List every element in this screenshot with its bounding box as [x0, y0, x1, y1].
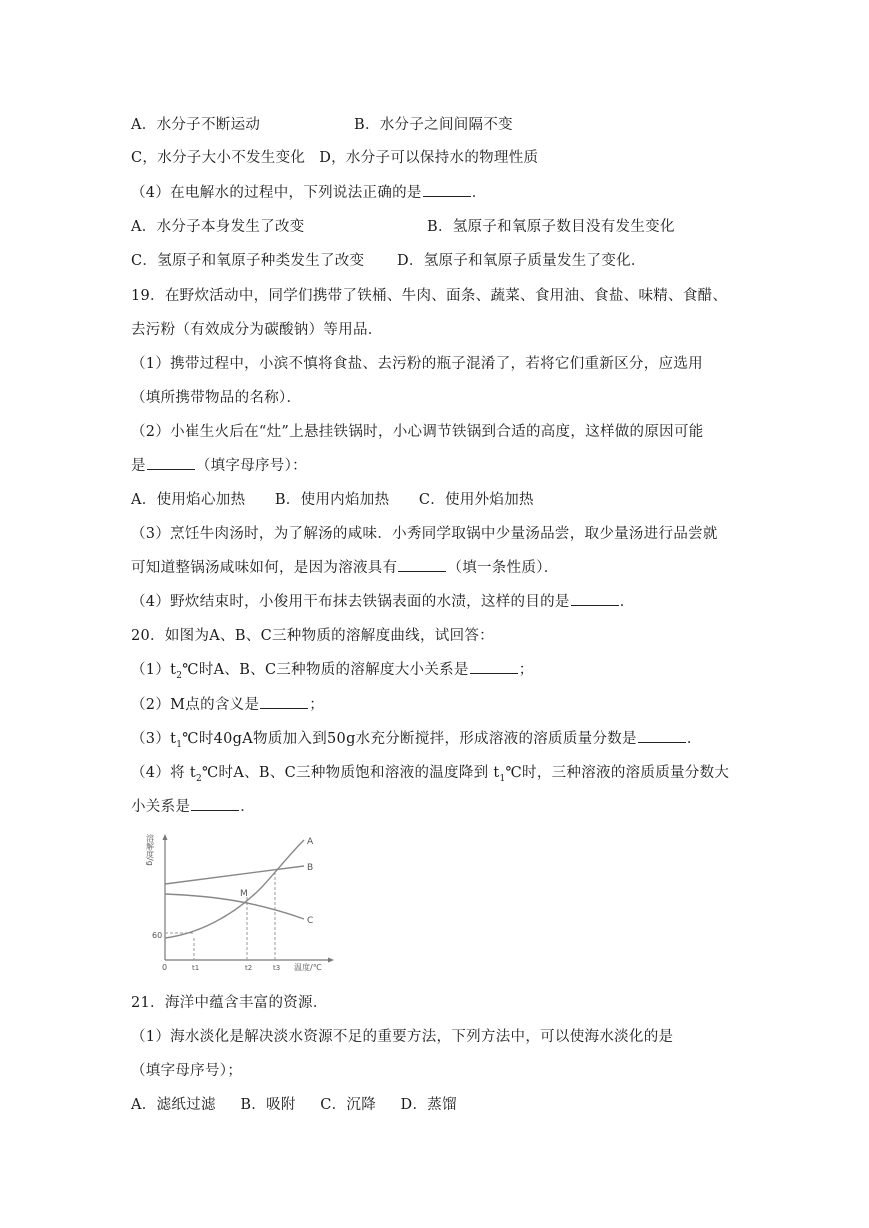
q19-part2-pre: 是: [131, 458, 146, 474]
q20-part1-b: ℃时A、B、C三种物质的溶解度大小关系是: [182, 662, 469, 678]
q19-part3-post: （填一条性质）．: [447, 560, 559, 576]
x-tick-t2: t2: [245, 964, 253, 972]
curve-b: [165, 866, 304, 884]
point-m-label: M: [240, 889, 248, 899]
y-axis-label: 溶解度/g: [145, 834, 155, 866]
q19-part2-post: （填字母序号）：: [195, 458, 307, 474]
answer-blank[interactable]: [398, 557, 446, 572]
q20-part3-post: ．: [686, 731, 702, 747]
q19-part3-pre: 可知道整锅汤咸味如何，是因为溶液具有: [131, 560, 398, 576]
q19-part1-line2: （填所携带物品的名称）．: [131, 390, 302, 406]
x-tick-t3: t3: [273, 964, 281, 972]
q19-part4-post: ．: [619, 594, 635, 610]
x-axis-arrow-icon: [328, 958, 334, 963]
q19-part4-pre: （4）野炊结束时，小俊用干布抹去铁锅表面的水渍，这样的目的是: [131, 594, 570, 610]
q20-part2-pre: （2）M点的含义是: [131, 697, 260, 713]
x-axis-label: 温度/℃: [294, 963, 322, 972]
curve-c: [165, 894, 304, 919]
subscript: 2: [195, 773, 202, 784]
q20-part2-post: ；: [309, 697, 325, 713]
series-label-c: C: [307, 916, 314, 926]
q20-part4-line2: [131, 795, 255, 816]
answer-blank[interactable]: [423, 182, 471, 197]
q20-part1-post: ；: [518, 662, 534, 678]
q21-stem: 21．海洋中蕴含丰富的资源．: [131, 995, 328, 1011]
answer-blank[interactable]: [191, 796, 239, 811]
x-tick-t1: t1: [192, 964, 200, 972]
q20-part1-a: （1）t: [131, 662, 177, 678]
q19-part2-line1: （2）小崔生火后在“灶”上悬挂铁锅时，小心调节铁锅到合适的高度，这样做的原因可能: [131, 424, 704, 440]
q18-sub4-option-d: D．氢原子和氧原子质量发生了变化．: [397, 253, 646, 269]
q21-part1-line2: （填字母序号）；: [131, 1063, 243, 1079]
q18-option-b: B．水分子之间间隔不变: [354, 117, 513, 133]
answer-blank[interactable]: [470, 659, 518, 674]
y-tick-60: 60: [152, 931, 163, 940]
q18-option-c: [131, 146, 538, 167]
answer-blank[interactable]: [638, 728, 686, 743]
q19-part3-line2: [131, 556, 559, 577]
q18-sub4-option-c: C．氢原子和氧原子种类发生了改变: [131, 253, 365, 269]
q18-sub4-option-a: A．水分子本身发生了改变: [131, 219, 305, 235]
q20-part4-line1: [131, 761, 729, 784]
q18-sub4-text: （4）在电解水的过程中，下列说法正确的是: [131, 185, 422, 201]
answer-blank[interactable]: [571, 591, 619, 606]
q20-part3-b: ℃时40gA物质加入到50g水充分断搅拌，形成溶液的溶质质量分数是: [182, 731, 637, 747]
q19-part3-line1: （3）烹饪牛肉汤时，为了解汤的咸味．小秀同学取锅中少量汤品尝，取少量汤进行品尝就: [131, 526, 718, 542]
q19-part4: [131, 590, 635, 611]
q20-part3: [131, 727, 702, 750]
q18-sub4-option-b: B．氢原子和氧原子数目没有发生变化: [427, 219, 675, 235]
q19-stem-line2: 去污粉（有效成分为碳酸钠）等用品．: [131, 322, 383, 338]
q20-stem: 20．如图为A、B、C三种物质的溶解度曲线，试回答：: [131, 628, 494, 644]
subscript: 1: [499, 773, 506, 784]
subscript: 2: [176, 670, 183, 681]
q18-sub4-end: ．: [471, 185, 487, 201]
q19-part2-options: A．使用焰心加热 B．使用内焰加热 C．使用外焰加热: [131, 492, 534, 508]
q20-part4-pre: 小关系是: [131, 799, 191, 815]
origin-label: 0: [162, 963, 168, 972]
q19-part1-line1: （1）携带过程中，小滨不慎将食盐、去污粉的瓶子混淆了，若将它们重新区分，应选用: [131, 356, 703, 372]
q20-part1: [131, 658, 534, 681]
answer-blank[interactable]: [260, 694, 308, 709]
q20-part4-post: ．: [240, 799, 256, 815]
q20-part4-b: ℃时A、B、C三种物质饱和溶液的温度降到 t: [202, 765, 500, 781]
curve-a: [165, 840, 304, 938]
q20-part2: [131, 693, 324, 714]
q20-part4-c: ℃时，三种溶液的溶质质量分数大: [505, 765, 730, 781]
series-label-b: B: [307, 863, 314, 873]
q21-options: A．滤纸过滤 B．吸附 C．沉降 D．蒸馏: [131, 1097, 457, 1113]
series-label-a: A: [307, 837, 314, 847]
q20-part3-a: （3）t: [131, 731, 177, 747]
subscript: 1: [176, 739, 183, 750]
q19-part2-line2: [131, 454, 307, 475]
q21-part1-line1: （1）海水淡化是解决淡水资源不足的重要方法，下列方法中，可以使海水淡化的是: [131, 1029, 674, 1045]
q18-option-c-text: C，水分子大小不发生变化: [131, 150, 306, 166]
q18-option-a: A．水分子不断运动: [131, 117, 261, 133]
answer-blank[interactable]: [147, 455, 195, 470]
q20-part4-a: （4）将 t: [131, 765, 196, 781]
q18-sub4: [131, 181, 487, 202]
y-axis-arrow-icon: [163, 834, 168, 840]
solubility-curve-figure: [136, 826, 340, 976]
q18-option-d-text: D，水分子可以保持水的物理性质: [319, 150, 539, 166]
q19-stem-line1: 19．在野炊活动中，同学们携带了铁桶、牛肉、面条、蔬菜、食用油、食盐、味精、食醋、: [131, 288, 728, 304]
